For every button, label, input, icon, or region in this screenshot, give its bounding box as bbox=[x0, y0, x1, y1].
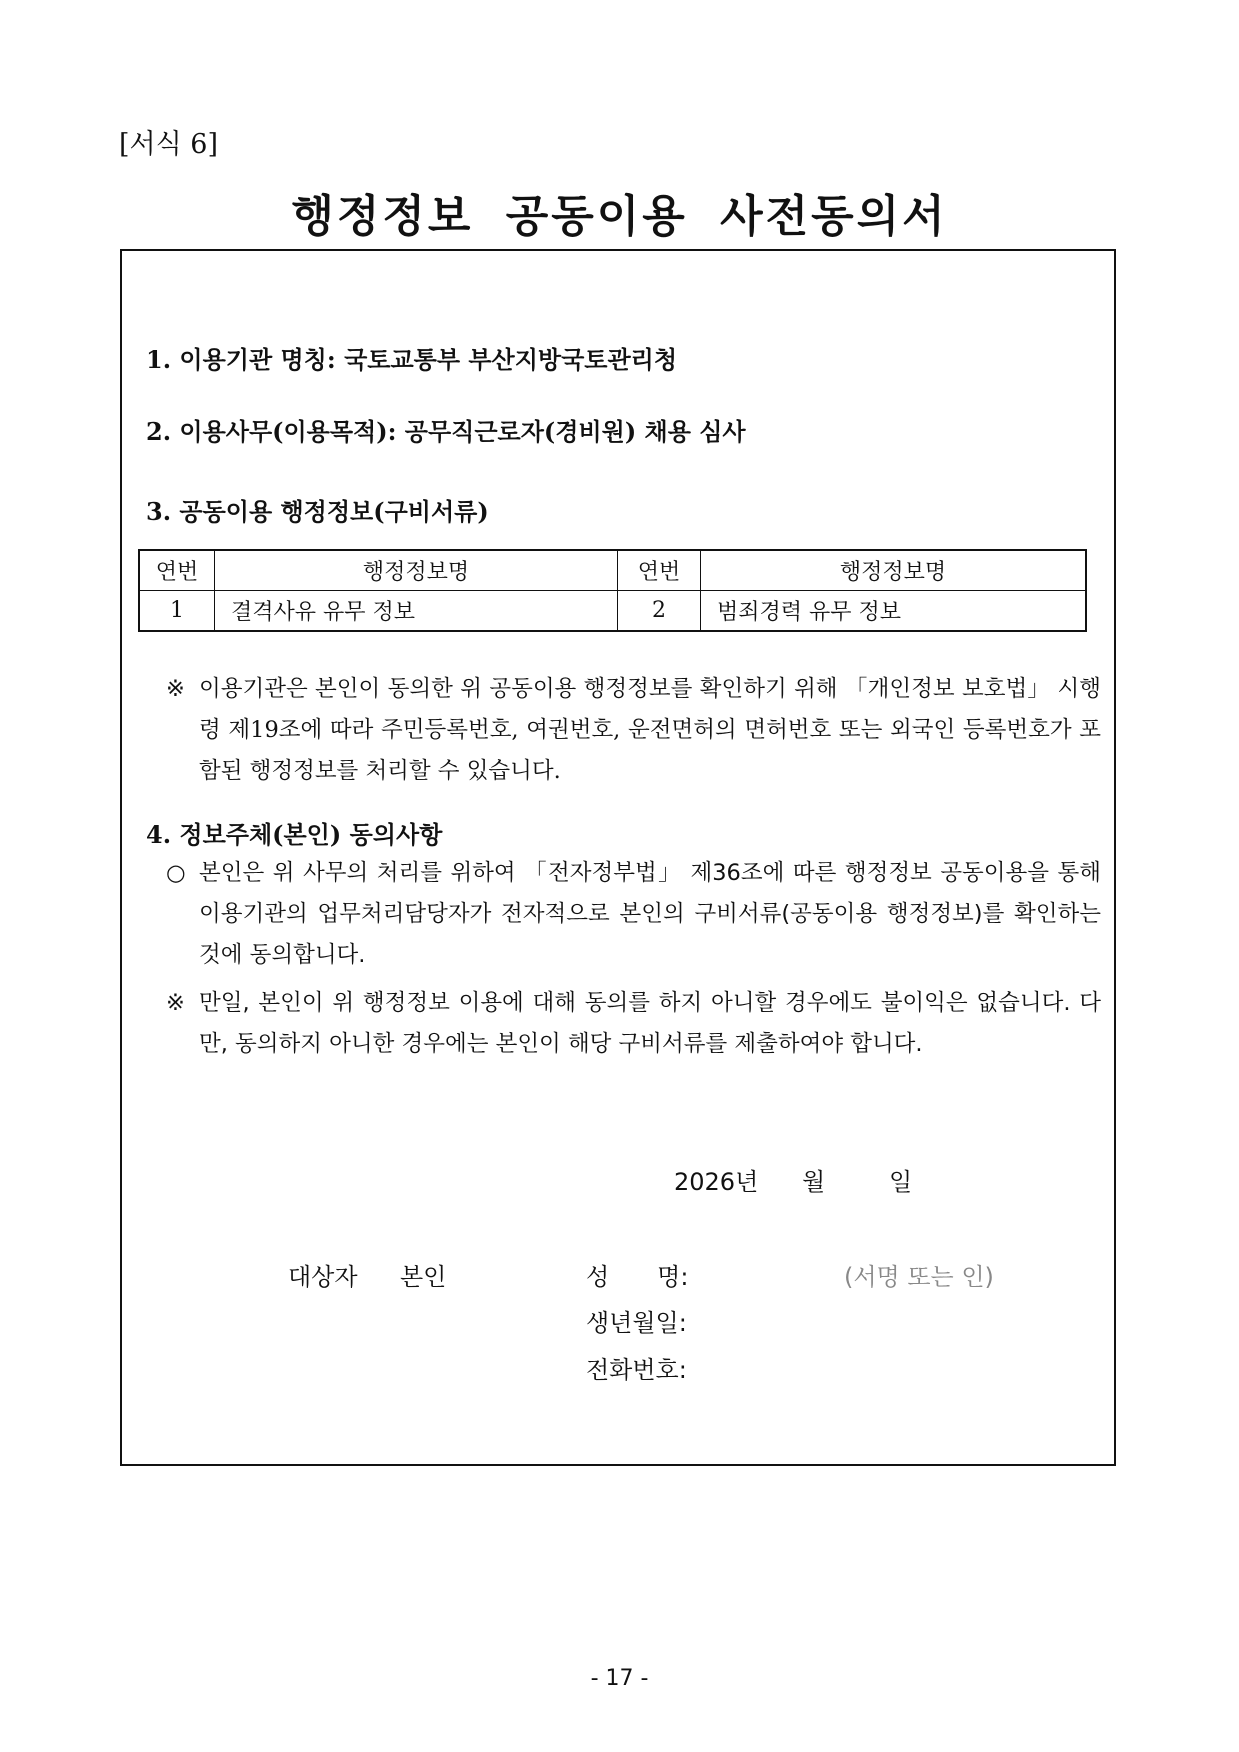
reference-mark: ※ bbox=[166, 676, 185, 702]
section-consent: 4. 정보주체(본인) 동의사항 bbox=[146, 820, 443, 849]
birthdate-label: 생년월일: bbox=[586, 1309, 687, 1337]
table-header-cell: 연번 bbox=[618, 550, 701, 591]
consent-statement bbox=[166, 853, 1101, 976]
date-year: 2026년 bbox=[674, 1168, 759, 1196]
table-header-cell: 행정정보명 bbox=[701, 550, 1087, 591]
reference-mark: ※ bbox=[166, 990, 185, 1016]
table-header-cell: 연번 bbox=[139, 550, 215, 591]
form-number: [서식 6] bbox=[119, 129, 218, 160]
date-day: 일 bbox=[889, 1168, 913, 1196]
phone-label: 전화번호: bbox=[586, 1356, 687, 1384]
section-agency-name: 1. 이용기관 명칭: 국토교통부 부산지방국토관리청 bbox=[146, 345, 678, 374]
signer-label: 대상자 bbox=[288, 1263, 358, 1291]
table-cell: 1 bbox=[139, 591, 215, 632]
consent-text: 본인은 위 사무의 처리를 위하여 「전자정부법」 제36조에 따른 행정정보 공동이용을 통해 이용기관의 업무처리담당자가 전자적으로 본인의 구비서류(공동이용 행정정보)를 확인하는 것에 동의합니다. bbox=[199, 860, 1101, 968]
name-label: 성 명: bbox=[586, 1263, 689, 1291]
signature-hint: (서명 또는 인) bbox=[844, 1263, 994, 1291]
shared-info-table bbox=[138, 549, 1087, 632]
page-number: - 17 - bbox=[590, 1666, 649, 1691]
section-purpose: 2. 이용사무(이용목적): 공무직근로자(경비원) 채용 심사 bbox=[146, 417, 746, 446]
circle-bullet: ○ bbox=[166, 860, 186, 886]
table-row bbox=[139, 591, 1086, 632]
document-title: 행정정보 공동이용 사전동의서 bbox=[291, 191, 948, 242]
section-shared-info: 3. 공동이용 행정정보(구비서류) bbox=[146, 497, 489, 526]
note-no-disadvantage bbox=[166, 983, 1101, 1065]
note-text: 만일, 본인이 위 행정정보 이용에 대해 동의를 하지 아니할 경우에도 불이익은 없습니다. 다만, 동의하지 아니한 경우에는 본인이 해당 구비서류를 제출하여야 합니다. bbox=[199, 990, 1101, 1057]
table-cell: 결격사유 유무 정보 bbox=[215, 591, 618, 632]
signer-role: 본인 bbox=[400, 1263, 447, 1291]
date-month: 월 bbox=[802, 1168, 826, 1196]
table-header-row bbox=[139, 550, 1086, 591]
table-cell: 2 bbox=[618, 591, 701, 632]
note-personal-info bbox=[166, 669, 1101, 792]
table-header-cell: 행정정보명 bbox=[215, 550, 618, 591]
table-cell: 범죄경력 유무 정보 bbox=[701, 591, 1087, 632]
note-text: 이용기관은 본인이 동의한 위 공동이용 행정정보를 확인하기 위해 「개인정보 보호법」 시행령 제19조에 따라 주민등록번호, 여권번호, 운전면허의 면허번호 또는 외국인 등록번호가 포함된 행정정보를 처리할 수 있습니다. bbox=[199, 676, 1101, 784]
